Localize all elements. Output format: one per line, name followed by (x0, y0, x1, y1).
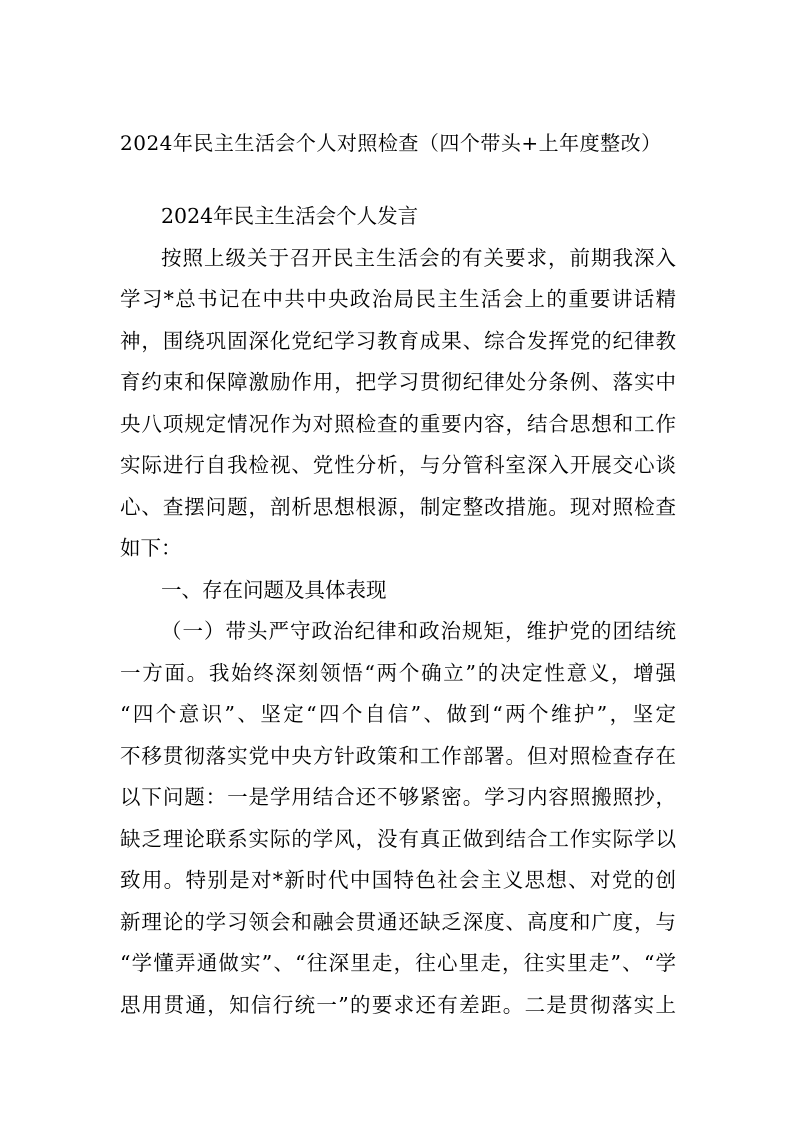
body-line: 不移贯彻落实党中央方针政策和工作部署。但对照检查存在 (120, 743, 676, 768)
body-line: 新理论的学习领会和融会贯通还缺乏深度、高度和广度，与 (120, 909, 676, 934)
body-line: 思用贯通，知信行统一”的要求还有差距。二是贯彻落实上 (120, 992, 676, 1017)
body-line: 2024年民主生活会个人发言 (161, 204, 419, 228)
body-line: 一方面。我始终深刻领悟“两个确立”的决定性意义，增强 (120, 660, 676, 685)
document-title: 2024年民主生活会个人对照检查（四个带头+上年度整改） (120, 131, 662, 155)
body-line: 育约束和保障激励作用，把学习贯彻纪律处分条例、落实中 (120, 370, 676, 394)
body-line: “学懂弄通做实”、“往深里走，往心里走，往实里走”、“学 (120, 951, 676, 975)
body-line: 缺乏理论联系实际的学风，没有真正做到结合工作实际学以 (120, 826, 676, 851)
body-line: 以下问题：一是学用结合还不够紧密。学习内容照搬照抄， (120, 785, 676, 809)
body-line: 实际进行自我检视、党性分析，与分管科室深入开展交心谈 (120, 453, 676, 477)
body-line: 心、查摆问题，剖析思想根源，制定整改措施。现对照检查 (120, 494, 676, 519)
body-line: 如下： (120, 536, 182, 560)
body-line: 按照上级关于召开民主生活会的有关要求，前期我深入 (161, 245, 676, 270)
body-line: 一、存在问题及具体表现 (161, 577, 387, 602)
body-line: （一）带头严守政治纪律和政治规矩，维护党的团结统 (161, 619, 676, 643)
body-line: 学习*总书记在中共中央政治局民主生活会上的重要讲话精 (120, 287, 676, 311)
body-line: 致用。特别是对*新时代中国特色社会主义思想、对党的创 (120, 868, 676, 892)
body-line: 央八项规定情况作为对照检查的重要内容，结合思想和工作 (120, 411, 676, 436)
body-line: “四个意识”、坚定“四个自信”、做到“两个维护”，坚定 (120, 702, 676, 726)
body-line: 神，围绕巩固深化党纪学习教育成果、综合发挥党的纪律教 (120, 328, 676, 353)
document-body (120, 196, 676, 1026)
